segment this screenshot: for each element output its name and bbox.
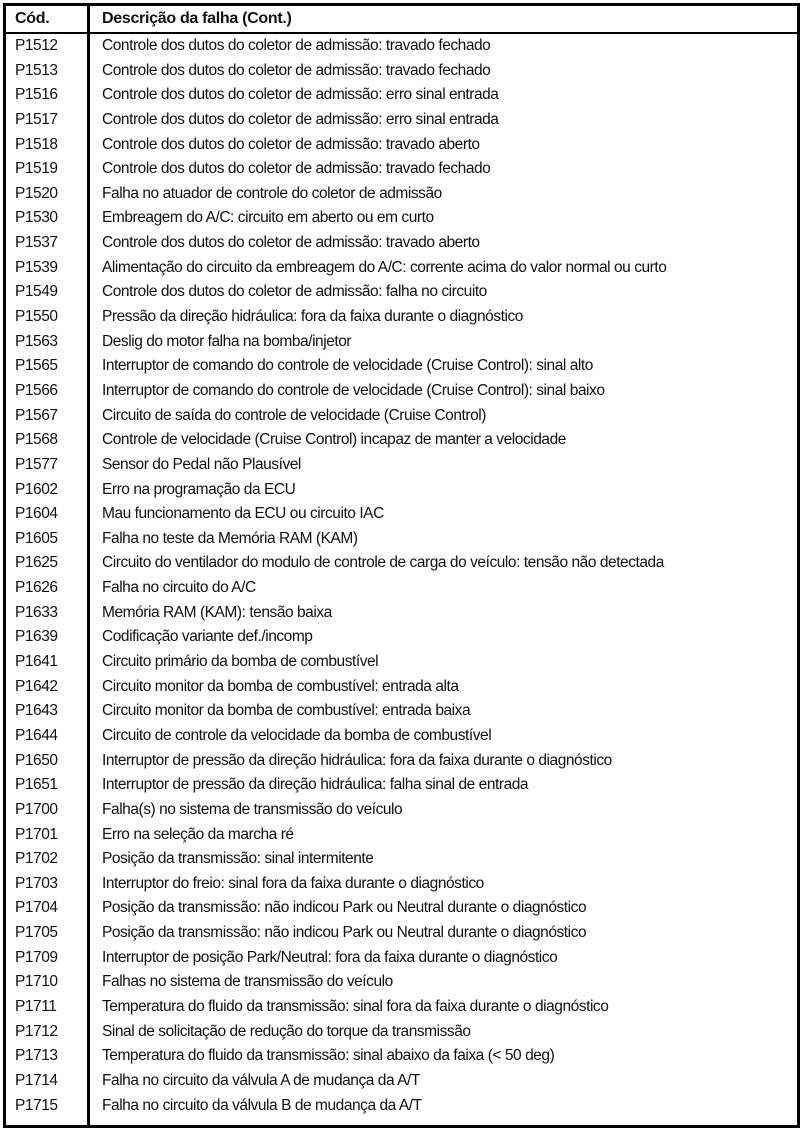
fault-description: Controle dos dutos do coletor de admissão: travado fechado xyxy=(102,61,491,79)
fault-description: Controle dos dutos do coletor de admissão: travado aberto xyxy=(102,135,480,153)
fault-description: Falha no atuador de controle do coletor de admissão xyxy=(102,184,442,202)
fault-description: Circuito monitor da bomba de combustível: entrada baixa xyxy=(102,702,471,720)
table-row xyxy=(6,502,797,527)
table-row xyxy=(6,108,797,133)
fault-description: Falha(s) no sistema de transmissão do veículo xyxy=(102,800,403,818)
fault-description: Interruptor de posição Park/Neutral: fora da faixa durante o diagnóstico xyxy=(102,948,558,966)
table-row xyxy=(6,650,797,675)
fault-code: P1642 xyxy=(15,677,58,695)
header-description: Descrição da falha (Cont.) xyxy=(102,10,292,27)
fault-code: P1644 xyxy=(15,726,58,744)
fault-code: P1711 xyxy=(15,997,57,1015)
table-row xyxy=(6,231,797,256)
fault-code: P1705 xyxy=(15,924,58,942)
fault-description: Codificação variante def./incomp xyxy=(102,628,313,646)
table-row xyxy=(6,305,797,330)
fault-code: P1715 xyxy=(15,1096,58,1114)
fault-description: Interruptor de comando do controle de velocidade (Cruise Control): sinal baixo xyxy=(102,381,605,399)
fault-code: P1577 xyxy=(15,455,58,473)
table-row xyxy=(6,724,797,749)
table-row xyxy=(6,182,797,207)
fault-code: P1643 xyxy=(15,702,58,720)
table-row xyxy=(6,330,797,355)
table-row xyxy=(6,847,797,872)
table-header xyxy=(6,6,797,34)
table-row xyxy=(6,404,797,429)
fault-code: P1701 xyxy=(15,825,58,843)
fault-description: Memória RAM (KAM): tensão baixa xyxy=(102,603,332,621)
fault-code: P1633 xyxy=(15,603,58,621)
table-row xyxy=(6,1020,797,1045)
fault-code: P1700 xyxy=(15,800,58,818)
table-row xyxy=(6,1069,797,1094)
fault-code: P1550 xyxy=(15,308,58,326)
table-row xyxy=(6,478,797,503)
table-row xyxy=(6,1044,797,1069)
table-row xyxy=(6,798,797,823)
table-body xyxy=(6,34,797,1118)
table-row xyxy=(6,527,797,552)
fault-code: P1641 xyxy=(15,653,58,671)
fault-code: P1605 xyxy=(15,529,58,547)
table-row xyxy=(6,896,797,921)
fault-description: Falha no circuito do A/C xyxy=(102,579,256,597)
table-row xyxy=(6,428,797,453)
table-row xyxy=(6,921,797,946)
fault-description: Controle dos dutos do coletor de admissão: travado fechado xyxy=(102,37,491,54)
fault-code: P1602 xyxy=(15,480,58,498)
table-row xyxy=(6,576,797,601)
fault-code: P1530 xyxy=(15,209,58,227)
table-row xyxy=(6,34,797,59)
fault-description: Falha no teste da Memória RAM (KAM) xyxy=(102,529,358,547)
fault-description: Posição da transmissão: não indicou Park ou Neutral durante o diagnóstico xyxy=(102,899,587,917)
fault-description: Temperatura do fluido da transmissão: sinal abaixo da faixa (< 50 deg) xyxy=(102,1047,555,1065)
table-row xyxy=(6,625,797,650)
fault-code: P1517 xyxy=(15,110,58,128)
table-row xyxy=(6,995,797,1020)
fault-code: P1625 xyxy=(15,554,58,572)
fault-description: Interruptor de comando do controle de velocidade (Cruise Control): sinal alto xyxy=(102,357,593,375)
table-row xyxy=(6,872,797,897)
fault-code: P1702 xyxy=(15,850,58,868)
fault-code: P1563 xyxy=(15,332,58,350)
fault-description: Falhas no sistema de transmissão do veículo xyxy=(102,973,393,991)
fault-description: Embreagem do A/C: circuito em aberto ou em curto xyxy=(102,209,434,227)
fault-code: P1565 xyxy=(15,357,58,375)
fault-description: Circuito monitor da bomba de combustível: entrada alta xyxy=(102,677,459,695)
fault-description: Posição da transmissão: sinal intermitente xyxy=(102,850,374,868)
fault-code: P1518 xyxy=(15,135,58,153)
fault-code: P1519 xyxy=(15,160,58,178)
fault-description: Sinal de solicitação de redução do torque da transmissão xyxy=(102,1022,471,1040)
table-row xyxy=(6,675,797,700)
table-row xyxy=(6,823,797,848)
table-row xyxy=(6,551,797,576)
table-row xyxy=(6,354,797,379)
table-row xyxy=(6,699,797,724)
table-row xyxy=(6,83,797,108)
fault-description: Circuito primário da bomba de combustível xyxy=(102,653,379,671)
fault-code: P1549 xyxy=(15,283,58,301)
fault-description: Controle dos dutos do coletor de admissão: travado aberto xyxy=(102,234,480,252)
fault-description: Falha no circuito da válvula B de mudança da A/T xyxy=(102,1096,422,1114)
fault-code: P1512 xyxy=(15,37,58,54)
fault-code: P1513 xyxy=(15,61,58,79)
table-row xyxy=(6,280,797,305)
table-row xyxy=(6,206,797,231)
table-row xyxy=(6,773,797,798)
fault-description: Erro na programação da ECU xyxy=(102,480,296,498)
fault-code: P1567 xyxy=(15,406,58,424)
fault-description: Controle de velocidade (Cruise Control) incapaz de manter a velocidade xyxy=(102,431,566,449)
fault-code: P1650 xyxy=(15,751,58,769)
fault-description: Circuito de controle da velocidade da bomba de combustível xyxy=(102,726,492,744)
table-row xyxy=(6,946,797,971)
fault-description: Alimentação do circuito da embreagem do A/C: corrente acima do valor normal ou curto xyxy=(102,258,667,276)
fault-description: Deslig do motor falha na bomba/injetor xyxy=(102,332,352,350)
fault-description: Falha no circuito da válvula A de mudança da A/T xyxy=(102,1071,420,1089)
fault-code: P1516 xyxy=(15,86,58,104)
fault-code: P1713 xyxy=(15,1047,58,1065)
fault-description: Pressão da direção hidráulica: fora da faixa durante o diagnóstico xyxy=(102,308,523,326)
fault-code: P1520 xyxy=(15,184,58,202)
fault-description: Sensor do Pedal não Plausível xyxy=(102,455,301,473)
fault-description: Interruptor de pressão da direção hidráulica: fora da faixa durante o diagnóstico xyxy=(102,751,612,769)
table-row xyxy=(6,157,797,182)
fault-code: P1568 xyxy=(15,431,58,449)
table-row xyxy=(6,256,797,281)
fault-description: Controle dos dutos do coletor de admissão: travado fechado xyxy=(102,160,491,178)
table-row xyxy=(6,59,797,84)
fault-description: Posição da transmissão: não indicou Park ou Neutral durante o diagnóstico xyxy=(102,924,587,942)
table-row xyxy=(6,601,797,626)
fault-description: Erro na seleção da marcha ré xyxy=(102,825,294,843)
table-row xyxy=(6,1094,797,1119)
fault-description: Controle dos dutos do coletor de admissão: erro sinal entrada xyxy=(102,86,499,104)
fault-code: P1709 xyxy=(15,948,58,966)
fault-description: Interruptor de pressão da direção hidráulica: falha sinal de entrada xyxy=(102,776,529,794)
table-row xyxy=(6,749,797,774)
table-row xyxy=(6,453,797,478)
table-row xyxy=(6,379,797,404)
fault-description: Circuito de saída do controle de velocidade (Cruise Control) xyxy=(102,406,486,424)
fault-description: Temperatura do fluido da transmissão: sinal fora da faixa durante o diagnóstico xyxy=(102,997,609,1015)
fault-code: P1639 xyxy=(15,628,58,646)
header-code: Cód. xyxy=(15,10,50,27)
fault-code: P1714 xyxy=(15,1071,58,1089)
fault-description: Circuito do ventilador do modulo de controle de carga do veículo: tensão não detectada xyxy=(102,554,664,572)
fault-description: Interruptor do freio: sinal fora da faixa durante o diagnóstico xyxy=(102,874,484,892)
fault-code: P1537 xyxy=(15,234,58,252)
fault-description: Controle dos dutos do coletor de admissão: falha no circuito xyxy=(102,283,487,301)
fault-description: Mau funcionamento da ECU ou circuito IAC xyxy=(102,505,384,523)
fault-code: P1703 xyxy=(15,874,58,892)
fault-code-table xyxy=(3,3,800,1128)
fault-code: P1704 xyxy=(15,899,58,917)
fault-code: P1604 xyxy=(15,505,58,523)
fault-code: P1712 xyxy=(15,1022,58,1040)
table-row xyxy=(6,133,797,158)
fault-code: P1539 xyxy=(15,258,58,276)
table-row xyxy=(6,970,797,995)
fault-code: P1651 xyxy=(15,776,58,794)
fault-description: Controle dos dutos do coletor de admissão: erro sinal entrada xyxy=(102,110,499,128)
fault-code: P1626 xyxy=(15,579,58,597)
fault-code: P1566 xyxy=(15,381,58,399)
fault-code: P1710 xyxy=(15,973,58,991)
